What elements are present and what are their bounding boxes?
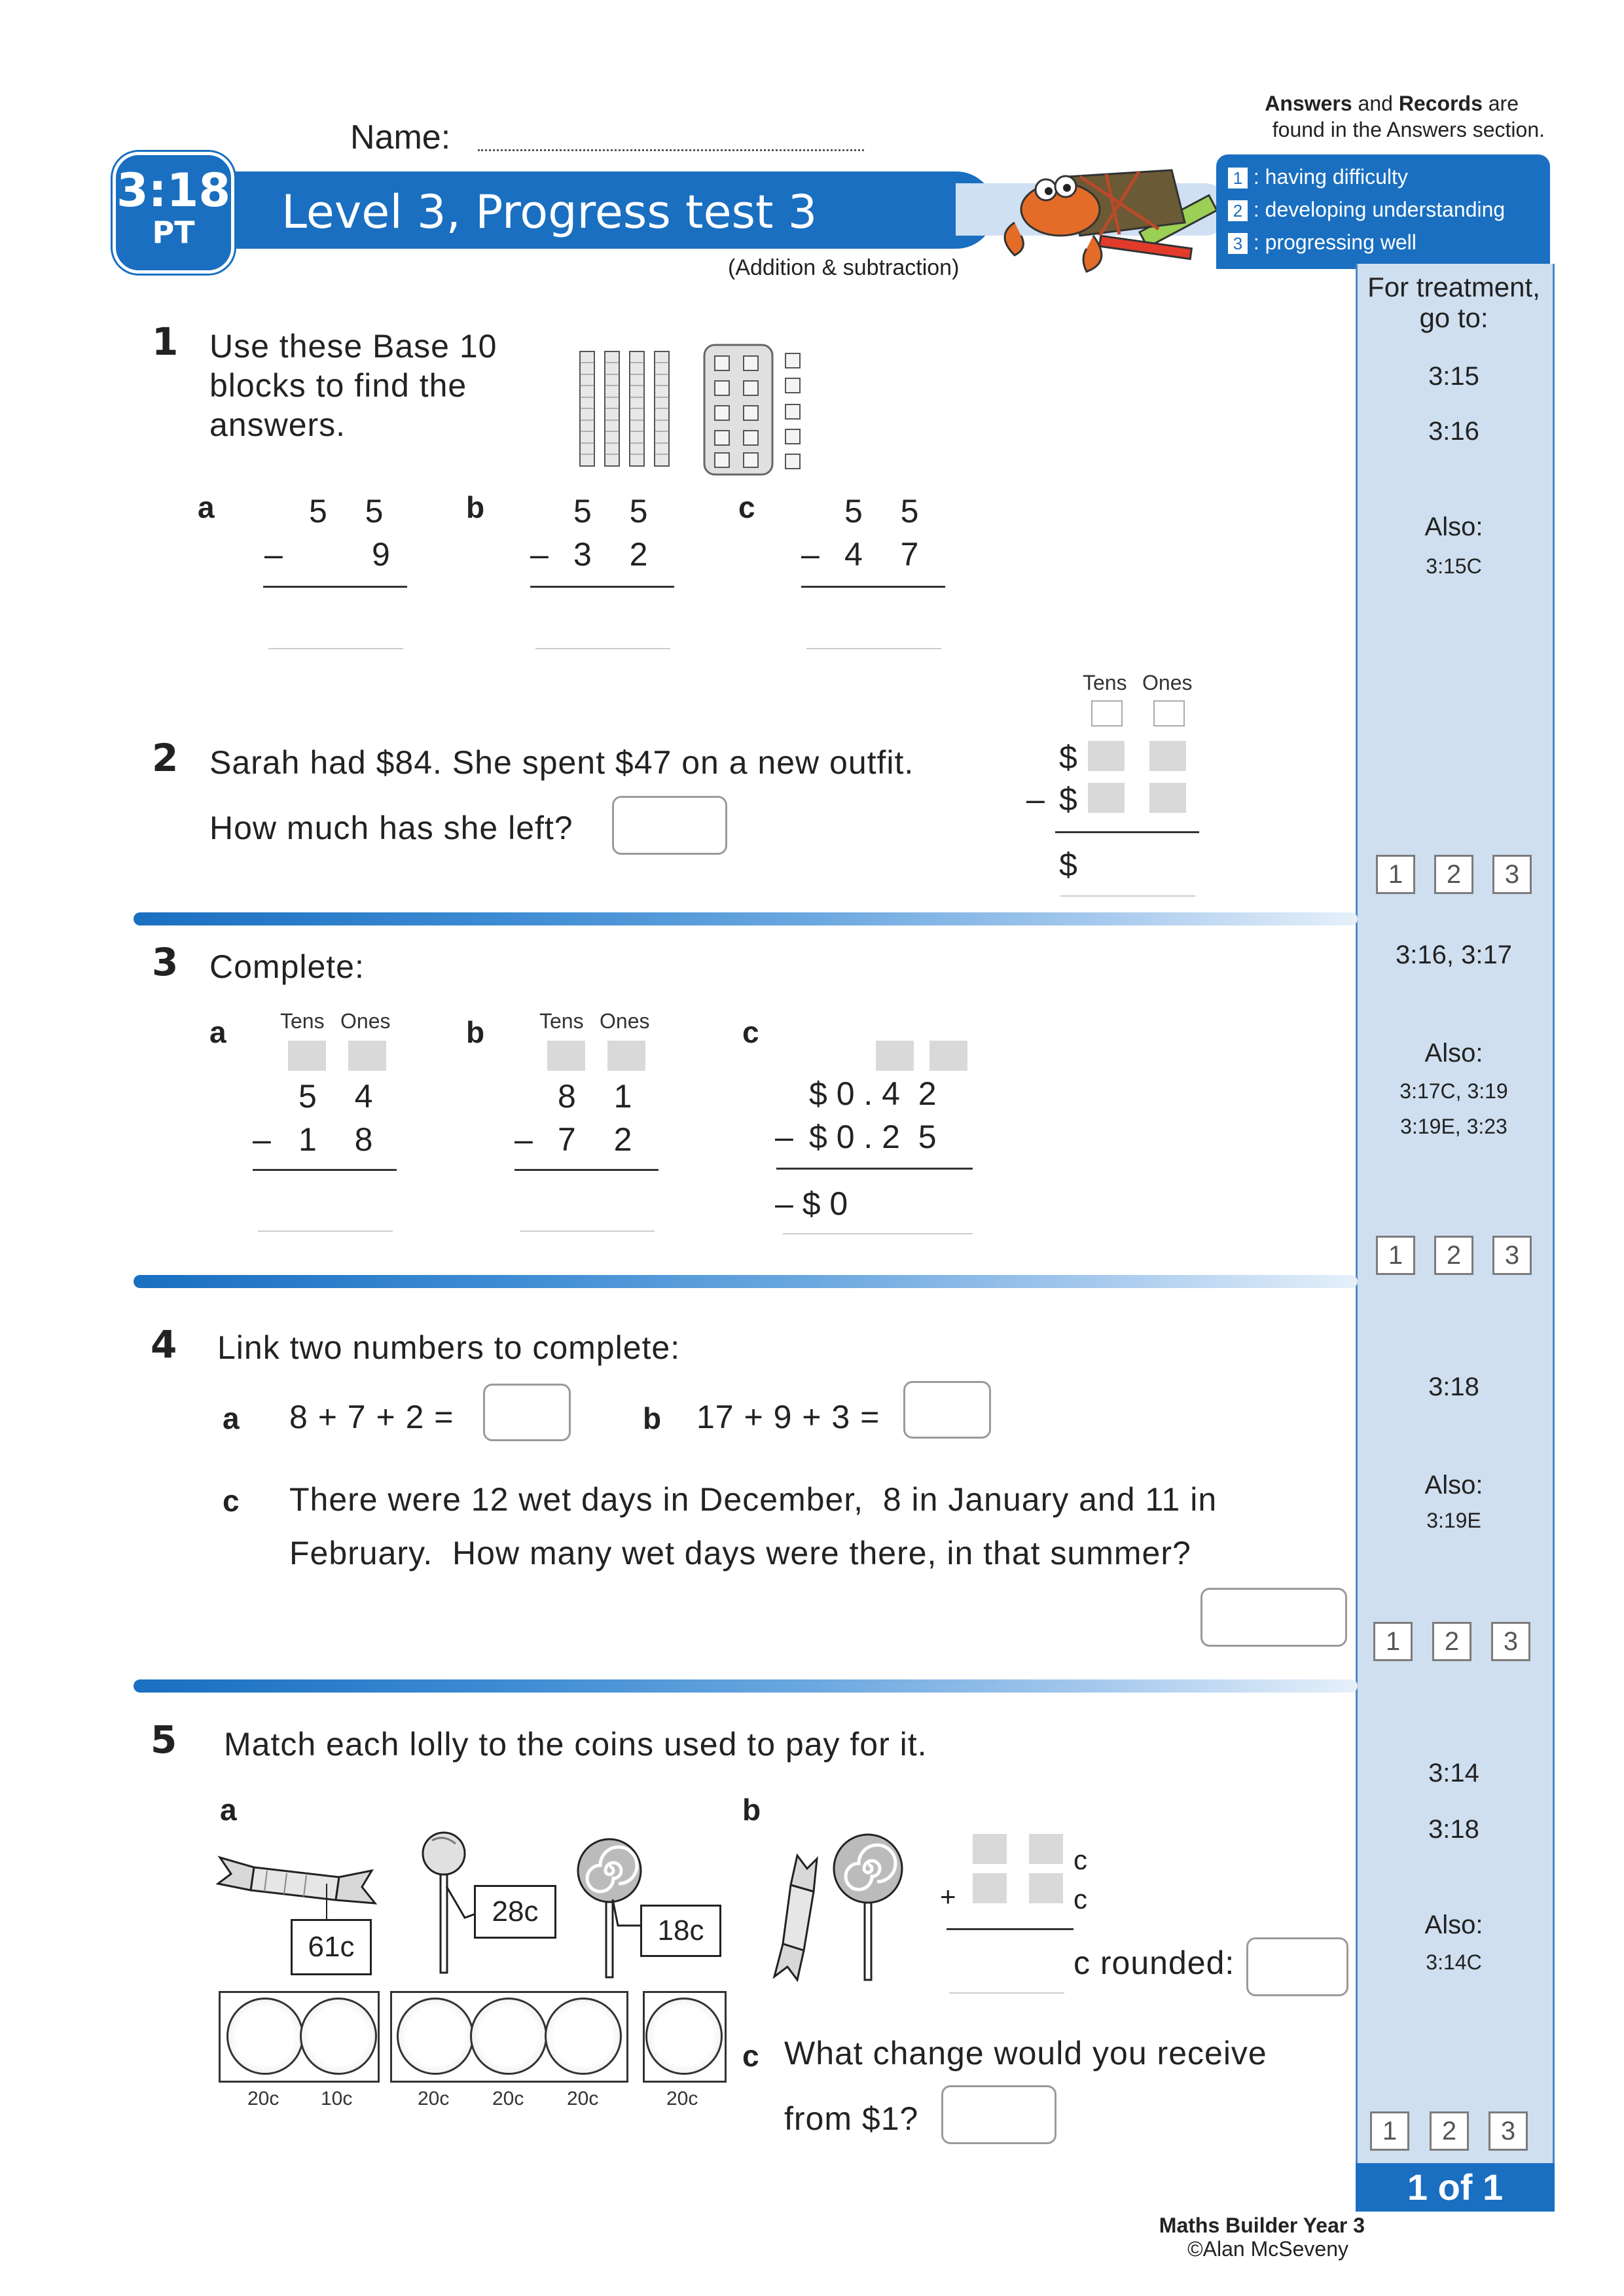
s4-rating-3[interactable]: 3 (1489, 2111, 1528, 2151)
q5b-rounded-label: c rounded: (1074, 1945, 1235, 1981)
q1-text-line-2: blocks to find the (209, 367, 467, 404)
s3-also-ref-1: 3:19E (1426, 1509, 1481, 1532)
legend-row-2 (1228, 198, 1505, 222)
q3c-op: – (775, 1119, 793, 1155)
answers-are: are (1482, 92, 1519, 115)
legend-text-1: : having difficulty (1253, 165, 1408, 188)
q5a-label: a (220, 1793, 237, 1827)
q2-box-tens-2[interactable] (1088, 783, 1125, 813)
q2-ones-carry-box[interactable] (1153, 700, 1185, 726)
s3-rating-2[interactable]: 2 (1432, 1622, 1471, 1661)
q2-dollar-2: $ (1059, 781, 1077, 817)
q4b-expression: 17 + 9 + 3 = (696, 1399, 880, 1435)
q3b-op: – (514, 1121, 533, 1158)
q3c-box-1[interactable] (876, 1041, 914, 1071)
q1-text-line-3: answers. (209, 406, 346, 443)
q5b-box-1a[interactable] (973, 1834, 1007, 1864)
q1a-rule (263, 586, 407, 588)
q3b-label: b (466, 1015, 485, 1049)
coin-10c-icon (300, 1998, 377, 2075)
s2-ref-1: 3:16, 3:17 (1396, 941, 1512, 969)
q1c-bottom: 4 7 (844, 536, 926, 573)
q1a-answer-line[interactable] (268, 648, 403, 649)
s4-rating-1[interactable]: 1 (1370, 2111, 1409, 2151)
q2-dollar-1: $ (1059, 739, 1077, 776)
q5-text: Match each lolly to the coins used to pay for it. (224, 1726, 928, 1763)
q1a-bottom: 9 (372, 536, 390, 573)
legend-num-2: 2 (1228, 200, 1248, 221)
section-divider-3 (134, 1679, 1358, 1693)
q5c-line-1: What change would you receive (784, 2035, 1267, 2072)
s2-rating-1[interactable]: 1 (1376, 1236, 1415, 1275)
q2-minus: – (1026, 781, 1045, 817)
answers-word: Answers (1265, 92, 1352, 115)
q3b-rule (514, 1169, 659, 1171)
q3a-ones-header: Ones (340, 1009, 391, 1033)
page-indicator-text: 1 of 1 (1407, 2166, 1504, 2208)
base-ten-blocks-icon (575, 342, 810, 479)
q5b-label: b (742, 1793, 761, 1827)
answers-note-line2: found in the Answers section. (1272, 118, 1545, 141)
legend-row-3 (1228, 230, 1416, 255)
s4-ref-1: 3:14 (1428, 1759, 1479, 1787)
q4a-label: a (223, 1401, 240, 1435)
rating-legend (1216, 154, 1550, 269)
treatment-sidebar (1356, 264, 1555, 2170)
q1b-rule (530, 586, 674, 588)
q3b-tens-box[interactable] (547, 1041, 585, 1071)
footer-author: ©Alan McSeveny (1187, 2237, 1348, 2261)
legend-row-1 (1228, 165, 1408, 189)
coin-20c-icon (545, 1998, 622, 2075)
q4a-expression: 8 + 7 + 2 = (289, 1399, 454, 1435)
q3b-answer-line[interactable] (520, 1230, 655, 1232)
q4c-label: c (223, 1484, 240, 1518)
s1-rating-3[interactable]: 3 (1492, 855, 1532, 894)
sidebar-header-2: go to: (1419, 302, 1489, 333)
q4-number: 4 (151, 1322, 177, 1367)
swirl-lollipop-b-icon (829, 1833, 907, 1983)
q2-number: 2 (152, 736, 179, 780)
coin-20c-icon (645, 1998, 723, 2075)
q2-box-ones-2[interactable] (1149, 783, 1186, 813)
coin-20c-icon (226, 1998, 304, 2075)
q2-box-tens-1[interactable] (1088, 741, 1125, 771)
legend-num-3: 3 (1228, 233, 1248, 254)
coin-label-1: 20c (247, 2088, 280, 2109)
s1-ref-2: 3:16 (1428, 417, 1479, 446)
q1-number: 1 (152, 319, 179, 364)
q1b-answer-line[interactable] (535, 648, 670, 649)
q4c-answer-box[interactable] (1200, 1588, 1347, 1647)
q4-text: Link two numbers to complete: (217, 1329, 681, 1366)
q5b-box-1b[interactable] (1029, 1834, 1063, 1864)
lolly-2-price: 28c (474, 1885, 556, 1939)
q4b-label: b (643, 1401, 662, 1435)
q3c-bottom: $ 0 . 2 5 (809, 1119, 937, 1155)
lolly1-tag-line (326, 1884, 327, 1920)
q3b-bottom: 7 2 (558, 1121, 639, 1158)
q3a-tens-box[interactable] (288, 1041, 326, 1071)
q2-dollar-3: $ (1059, 846, 1077, 883)
q3a-ones-box[interactable] (348, 1041, 386, 1071)
s4-also-ref-1: 3:14C (1426, 1950, 1482, 1974)
q4c-line-1: There were 12 wet days in December, 8 in January and 11 in (289, 1481, 1218, 1518)
crab-mascot-icon (988, 151, 1224, 281)
s4-also: Also: (1424, 1910, 1483, 1939)
q5-number: 5 (151, 1717, 177, 1762)
coin-label-6: 20c (666, 2088, 698, 2109)
coin-label-2: 10c (321, 2088, 353, 2109)
q3c-rule (776, 1168, 973, 1170)
q3c-result: – $ 0 (775, 1185, 848, 1222)
q1b-bottom: 3 2 (573, 536, 655, 573)
q1a-op: – (264, 536, 283, 573)
s2-rating-3[interactable]: 3 (1492, 1236, 1532, 1275)
sidebar-header-1: For treatment, (1367, 272, 1540, 302)
q3b-ones-box[interactable] (607, 1041, 645, 1071)
coin-label-4: 20c (492, 2088, 524, 2109)
s3-also: Also: (1424, 1471, 1483, 1499)
q3c-box-2[interactable] (929, 1041, 967, 1071)
q3a-op: – (253, 1121, 271, 1158)
lolly-1-price: 61c (291, 1919, 372, 1975)
wrapped-lolly-icon (215, 1844, 378, 1916)
q1b-op: – (530, 536, 549, 573)
q3b-top: 8 1 (558, 1078, 639, 1115)
q2-box-ones-1[interactable] (1149, 741, 1186, 771)
q3a-label: a (209, 1015, 226, 1049)
q5c-line-2: from $1? (784, 2100, 919, 2137)
s3-ref-1: 3:18 (1428, 1372, 1479, 1401)
s1-also-ref-1: 3:15C (1426, 554, 1482, 578)
lolly-3-price: 18c (640, 1905, 721, 1957)
q2-answer-box[interactable] (612, 796, 727, 855)
legend-text-3: : progressing well (1253, 230, 1416, 254)
q2-rule (1055, 831, 1199, 833)
q4b-answer-box[interactable] (903, 1381, 991, 1439)
q1c-answer-line[interactable] (806, 648, 941, 649)
answers-and: and (1352, 92, 1399, 115)
q3-text: Complete: (209, 948, 365, 985)
q1a-label: a (198, 490, 215, 524)
q5c-answer-box[interactable] (941, 2085, 1056, 2144)
q3a-top: 5 4 (298, 1078, 380, 1115)
s3-rating-3[interactable]: 3 (1491, 1622, 1530, 1661)
answers-note-line1 (1218, 92, 1519, 116)
q5b-rounded-box[interactable] (1246, 1937, 1348, 1996)
q5c-label: c (742, 2039, 759, 2073)
lolly3-tag-line (611, 1898, 644, 1931)
q3a-answer-line[interactable] (258, 1230, 393, 1232)
q3b-tens-header: Tens (539, 1009, 584, 1033)
footer-book: Maths Builder Year 3 (1159, 2214, 1365, 2237)
name-label: Name: (350, 118, 451, 156)
legend-text-2: : developing understanding (1253, 198, 1506, 221)
q5b-unit-1: c (1074, 1844, 1087, 1875)
q3a-rule (253, 1169, 397, 1171)
q5b-rule (947, 1928, 1074, 1930)
coin-label-5: 20c (567, 2088, 599, 2109)
q1b-top: 5 5 (573, 493, 655, 529)
q3a-tens-header: Tens (280, 1009, 325, 1033)
q2-line-1: Sarah had $84. She spent $47 on a new outfit. (209, 744, 914, 781)
section-divider-2 (134, 1275, 1358, 1288)
coin-20c-icon (397, 1998, 474, 2075)
q2-ones-header: Ones (1142, 671, 1193, 694)
legend-num-1: 1 (1228, 168, 1248, 188)
q1-text-line-1: Use these Base 10 (209, 328, 497, 365)
q5b-plus: + (940, 1881, 956, 1912)
q5b-box-2a[interactable] (973, 1873, 1007, 1903)
coin-label-3: 20c (418, 2088, 450, 2109)
q2-answer-line[interactable] (1060, 895, 1195, 897)
section-divider-1 (134, 912, 1358, 925)
q2-tens-header: Tens (1083, 671, 1127, 694)
records-word: Records (1398, 92, 1483, 115)
q3b-ones-header: Ones (600, 1009, 650, 1033)
coin-20c-icon (470, 1998, 547, 2075)
s1-ref-1: 3:15 (1428, 362, 1479, 391)
q3c-answer-line[interactable] (783, 1233, 973, 1234)
s1-rating-2[interactable]: 2 (1434, 855, 1473, 894)
q5b-unit-2: c (1074, 1884, 1087, 1914)
s2-also-ref-2: 3:19E, 3:23 (1400, 1115, 1507, 1138)
q2-line-2: How much has she left? (209, 810, 573, 846)
q3c-top: $ 0 . 4 2 (809, 1075, 937, 1112)
q3-number: 3 (152, 940, 179, 984)
q2-tens-carry-box[interactable] (1091, 700, 1123, 726)
q4c-line-2: February. How many wet days were there, in that summer? (289, 1535, 1191, 1571)
badge-code: PT (152, 215, 195, 250)
q5b-answer-line[interactable] (949, 1992, 1064, 1994)
s2-also: Also: (1424, 1039, 1483, 1067)
s3-rating-1[interactable]: 1 (1373, 1622, 1413, 1661)
page-subtitle: (Addition & subtraction) (728, 255, 960, 280)
name-field[interactable] (478, 149, 864, 151)
q1c-rule (801, 586, 945, 588)
q5b-box-2b[interactable] (1029, 1873, 1063, 1903)
s1-rating-1[interactable]: 1 (1376, 855, 1415, 894)
q1a-top: 5 5 (309, 493, 390, 529)
q1b-label: b (466, 490, 485, 524)
s2-rating-2[interactable]: 2 (1434, 1236, 1473, 1275)
s1-also: Also: (1424, 512, 1483, 541)
q1c-label: c (738, 490, 755, 524)
s2-also-ref-1: 3:17C, 3:19 (1399, 1079, 1508, 1103)
s4-rating-2[interactable]: 2 (1430, 2111, 1469, 2151)
s4-ref-2: 3:18 (1428, 1815, 1479, 1844)
page-title: Level 3, Progress test 3 (281, 185, 818, 239)
q3c-label: c (742, 1015, 759, 1049)
badge-number: 3:18 (116, 164, 231, 217)
q1c-op: – (801, 536, 820, 573)
wrapped-lolly-b-icon (771, 1852, 830, 1983)
q4a-answer-box[interactable] (483, 1384, 571, 1441)
q3a-bottom: 1 8 (298, 1121, 380, 1158)
q1c-top: 5 5 (844, 493, 926, 529)
